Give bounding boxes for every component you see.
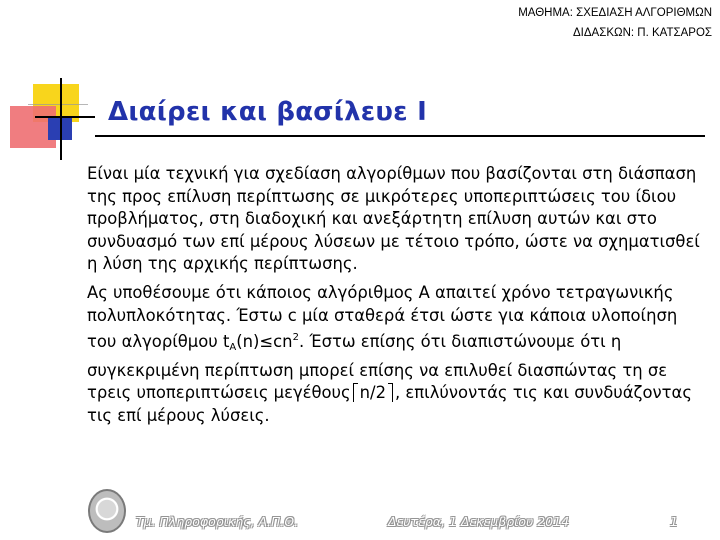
logo-vertical-line (60, 78, 62, 160)
slide-body (87, 163, 707, 434)
footer-department: Τμ. Πληροφορικής, Α.Π.Θ. (136, 514, 299, 529)
text-segment: , επιλύνοντάς τις και συνδυάζοντας τις επί μέρους λύσεις. (87, 383, 692, 425)
paragraph-definition: Είναι μία τεχνική για σχεδίαση αλγορίθμων που βασίζονται στη διάσπαση της προς επίλυση περίπτωσης σε μικρότερες υποπεριπτώσεις του ίδιου προβλήματος, στη διαδοχική και ανεξάρτητη επίλυση αυτών και στο συνδυασμό των επί μέρους λύσεων με τέτοιο τρόπο, ώστε να σχηματισθεί η λύση της αρχικής περίπτωσης. (87, 164, 700, 274)
ceiling-left-bracket (353, 383, 358, 402)
logo-faint-line (28, 104, 88, 105)
ceiling-content: n/2 (359, 383, 387, 403)
instructor-label: ΔΙΔΑΣΚΩΝ: Π. ΚΑΤΣΑΡΟΣ (572, 27, 712, 39)
logo-horizontal-line (35, 116, 95, 118)
course-label: ΜΑΘΗΜΑ: ΣΧΕΔΙΑΣΗ ΑΛΓΟΡΙΘΜΩΝ (518, 7, 712, 19)
ceiling-right-bracket (388, 383, 393, 402)
less-equal-symbol: ≤ (259, 332, 274, 352)
text-segment: . Έστω επίσης ότι διαπιστώνουμε ότι η συγκεκριμένη περίπτωση μπορεί επίσης να επιλυθεί διασπώντας τη σε τρεις υποπεριπτώσεις μεγέθους (87, 332, 668, 403)
text-segment: Ας υποθέσουμε ότι κάποιος αλγόριθμος Α απαιτεί χρόνο τετραγωνικής πολυπλοκότητας. Έστω c μία σταθερά έτσι ώστε για κάποια υλοποίηση του αλγορίθμου t (87, 282, 678, 352)
footer-page-number: 1 (670, 514, 678, 529)
subscript-a: A (229, 342, 237, 354)
title-divider (95, 135, 705, 137)
footer-date: Δευτέρα, 1 Δεκεμβρίου 2014 (388, 514, 570, 529)
slide-title: Διαίρει και βασίλευε Ι (108, 97, 427, 127)
superscript-2: 2 (292, 332, 299, 344)
text-segment: cn (273, 332, 293, 352)
header (518, 3, 712, 43)
paragraph-example (87, 282, 707, 428)
text-segment: (n) (236, 332, 260, 352)
university-seal-icon (88, 489, 126, 533)
